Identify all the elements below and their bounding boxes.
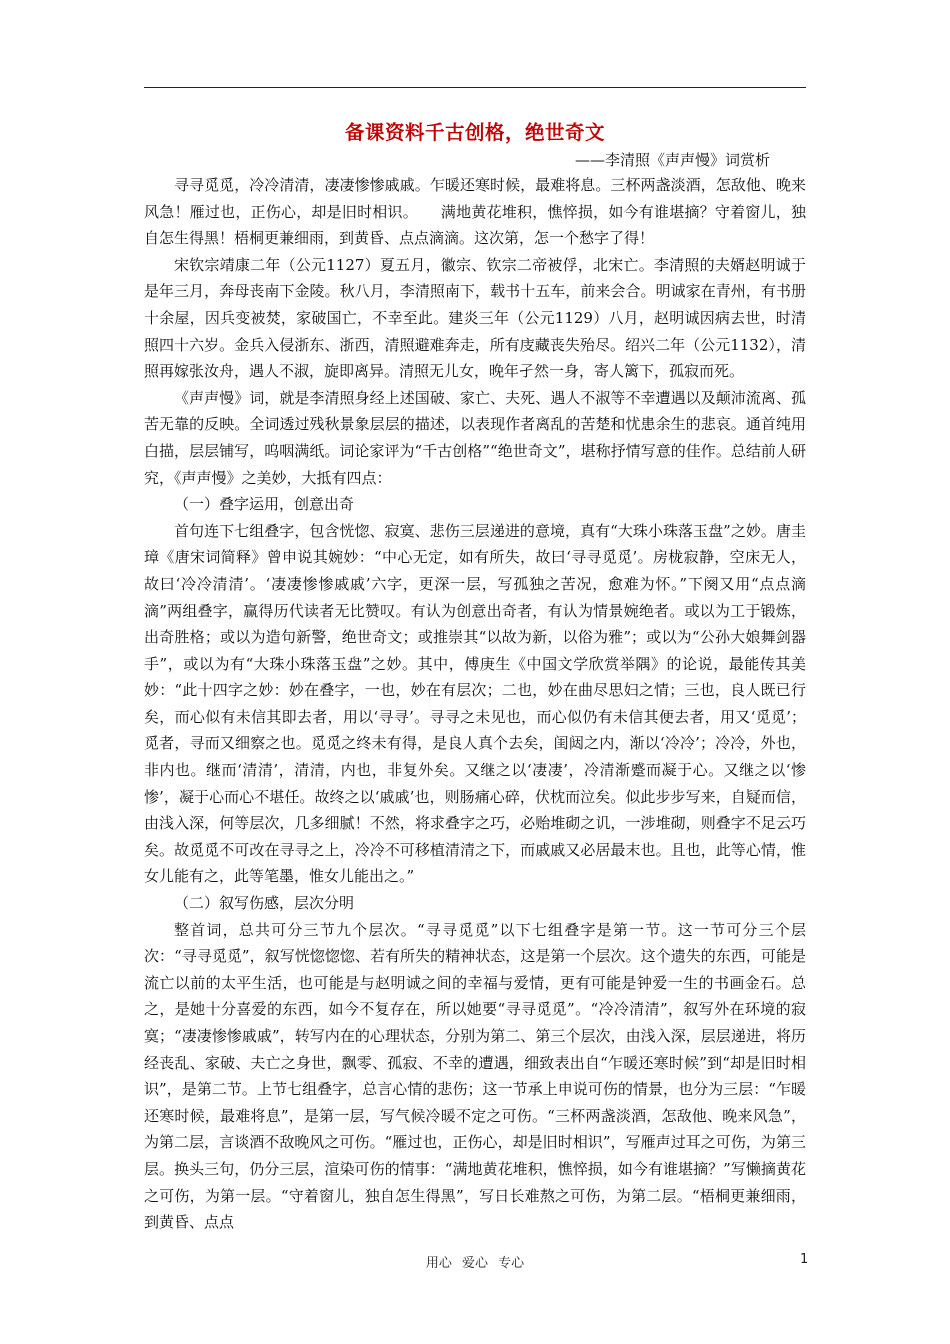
page-number: 1 — [800, 1252, 809, 1267]
intro-paragraph: 《声声慢》词，就是李清照身经上述国破、家亡、夫死、遇人不淑等不幸遭遇以及颠沛流离、孤苦无靠的反映。全词透过残秋景象层层的描述，以表现作者离乱的苦楚和忧患余生的悲哀。通首纯用白描，层层铺写，呜咽满纸。词论家评为“千古创格”“绝世奇文”，堪称抒情写意的佳作。总结前人研究，《声声慢》之美妙，大抵有四点： — [144, 388, 806, 487]
document-subtitle: ——李清照《声声慢》词赏析 — [574, 151, 770, 169]
header-rule — [144, 87, 806, 88]
section-2-paragraph: 整首词，总共可分三节九个层次。“寻寻觅觅”以下七组叠字是第一节。这一节可分三个层次：“寻寻觅觅”，叙写恍惚惚惚、若有所失的精神状态，这是第一个层次。这个遗失的东西，可能是流亡以前的太平生活，也可能是与赵明诚之间的幸福与爱情，更有可能是钟爱一生的书画金石。总之，是她十分喜爱的东西，如今不复存在，所以她要“寻寻觅觅”。“冷冷清清”，叙写外在环境的寂寞；“凄凄惨惨戚戚”，转写内在的心理状态，分别为第二、第三个层次，由浅入深，层层递进，将历经丧乱、家破、夫亡之身世，飘零、孤寂、不幸的遭遇，细致表出自“乍暖还寒时候”到“却是旧时相识”，是第二节。上节七组叠字，总言心情的悲伤；这一节承上申说可伤的情景，也分为三层：“乍暖还寒时候，最难将息”，是第一层，写气候冷暖不定之可伤。“三杯两盏淡酒，怎敌他、晚来风急”，为第二层，言谈酒不敌晚风之可伤。“雁过也，正伤心，却是旧时相识”，写雁声过耳之可伤，为第三层。换头三句，仍分三层，渲染可伤的情事：“满地黄花堆积，憔悴损，如今有谁堪摘？”写懒摘黄花之可伤，为第一层。“守着窗儿，独自怎生得黑”，写日长难熬之可伤，为第二层。“梧桐更兼细雨，到黄昏、点点 — [144, 920, 806, 1232]
background-paragraph: 宋钦宗靖康二年（公元1127）夏五月，徽宗、钦宗二帝被俘，北宋亡。李清照的夫婿赵明诚于是年三月，奔母丧南下金陵。秋八月，李清照南下，载书十五车，前来会合。明诚家在青州，有书册十余屋，因兵变被焚，家破国亡，不幸至此。建炎三年（公元1129）八月，赵明诚因病去世，时清照四十六岁。金兵入侵浙东、浙西，清照避难奔走，所有庋藏丧失殆尽。绍兴二年（公元1132），清照再嫁张汝舟，遇人不淑，旋即离异。清照无儿女，晚年孑然一身，寄人篱下，孤寂而死。 — [144, 255, 806, 381]
document-body — [144, 118, 806, 1236]
footer-motto: 用心 爱心 专心 — [425, 1256, 525, 1271]
section-2-heading: （二）叙写伤感，层次分明 — [174, 894, 355, 913]
section-1-paragraph: 首句连下七组叠字，包含恍惚、寂寞、悲伤三层递进的意境，真有“大珠小珠落玉盘”之妙。唐圭璋《唐宋词简释》曾申说其婉妙：“中心无定，如有所失，故曰‘寻寻觅觅’。房栊寂静，空床无人，故曰‘冷冷清清’。‘凄凄惨惨戚戚’六字，更深一层，写孤独之苦况，愈难为怀。”下阕又用“点点滴滴”两组叠字，赢得历代读者无比赞叹。有认为创意出奇者，有认为情景婉绝者。或以为工于锻炼，出奇胜格；或以为造句新警，绝世奇文；或推崇其“以故为新，以俗为雅”；或以为“公孙大娘舞剑器手”，或以为有“大珠小珠落玉盘”之妙。其中，傅庚生《中国文学欣赏举隅》的论说，最能传其美妙：“此十四字之妙：妙在叠字，一也，妙在有层次；二也，妙在曲尽思妇之情；三也，良人既已行矣，而心似有未信其即去者，用以‘寻寻’。寻寻之未见也，而心似仍有未信其便去者，用又‘觅觅’；觅者，寻而又细察之也。觅觅之终未有得，是良人真个去矣，闺闼之内，渐以‘冷冷’；冷冷，外也，非内也。继而‘清清’，清清，内也，非复外矣。又继之以‘凄凄’，冷清渐蹙而凝于心。又继之以‘惨惨’，凝于心而心不堪任。故终之以‘戚戚’也，则肠痛心碎，伏枕而泣矣。似此步步写来，自疑而信，由浅入深，何等层次，几多细腻！不然，将求叠字之巧，必贻堆砌之讥，一涉堆砌，则叠字不足云巧矣。故觅觅不可改在寻寻之上，冷冷不可移植清清之下，而戚戚又必居最末也。且也，此等心情，惟女儿能有之，此等笔墨，惟女儿能出之。” — [144, 521, 806, 886]
poem-text: 寻寻觅觅，冷冷清清，凄凄惨惨戚戚。乍暖还寒时候，最难将息。三杯两盏淡酒，怎敌他、晚来风急！雁过也，正伤心，却是旧时相识。 满地黄花堆积，憔悴损，如今有谁堪摘？守着窗儿，独自怎生得黑！梧桐更兼细雨，到黄昏、点点滴滴。这次第，怎一个愁字了得！ — [144, 176, 806, 248]
section-1-heading: （一）叠字运用，创意出奇 — [174, 495, 355, 514]
document-title: 备课资料千古创格，绝世奇文 — [344, 121, 605, 144]
